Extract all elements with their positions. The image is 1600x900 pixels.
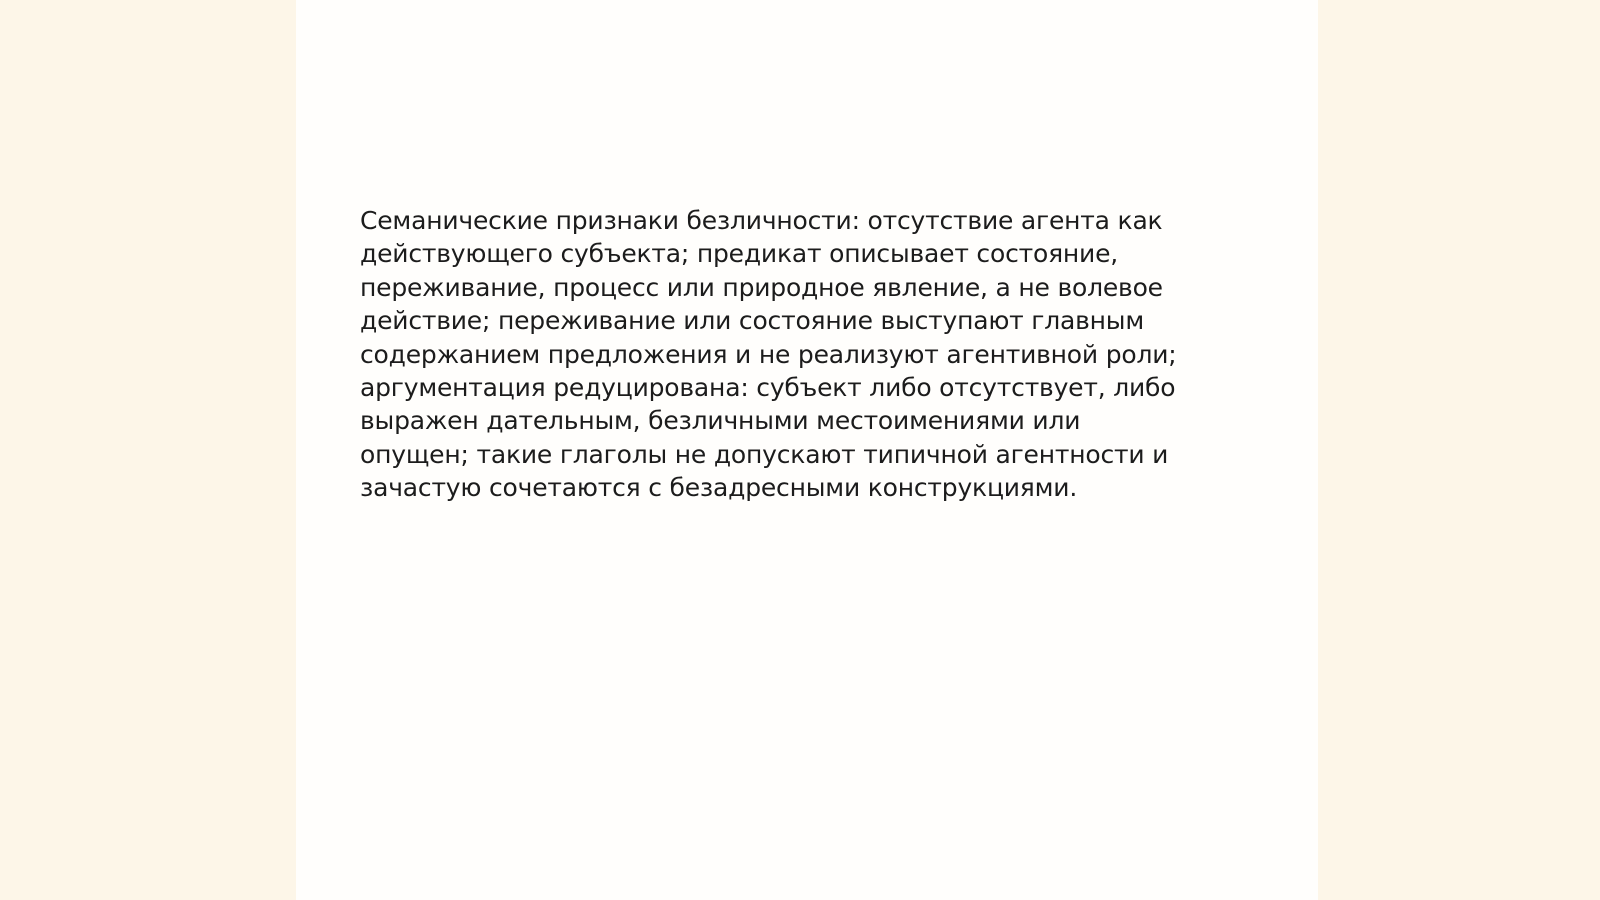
paragraph-line-3: переживание, процесс или природное явление, а не волевое [360,272,1163,302]
paragraph-line-6: аргументация редуцирована: субъект либо отсутствует, либо [360,373,1176,403]
body-paragraph [360,204,1240,505]
paragraph-line-5: содержанием предложения и не реализуют агентивной роли; [360,339,1177,369]
paragraph-line-2: действующего субъекта; предикат описывает состояние, [360,239,1119,269]
paragraph-line-4: действие; переживание или состояние выступают главным [360,306,1145,336]
paragraph-line-1: Семанические признаки безличности: отсутствие агента как [360,206,1163,235]
paragraph-line-9: зачастую сочетаются с безадресными конструкциями. [360,473,1078,503]
paragraph-line-8: опущен; такие глаголы не допускают типичной агентности и [360,439,1169,469]
document-page [296,0,1318,900]
paragraph-line-7: выражен дательным, безличными местоимениями или [360,406,1081,436]
